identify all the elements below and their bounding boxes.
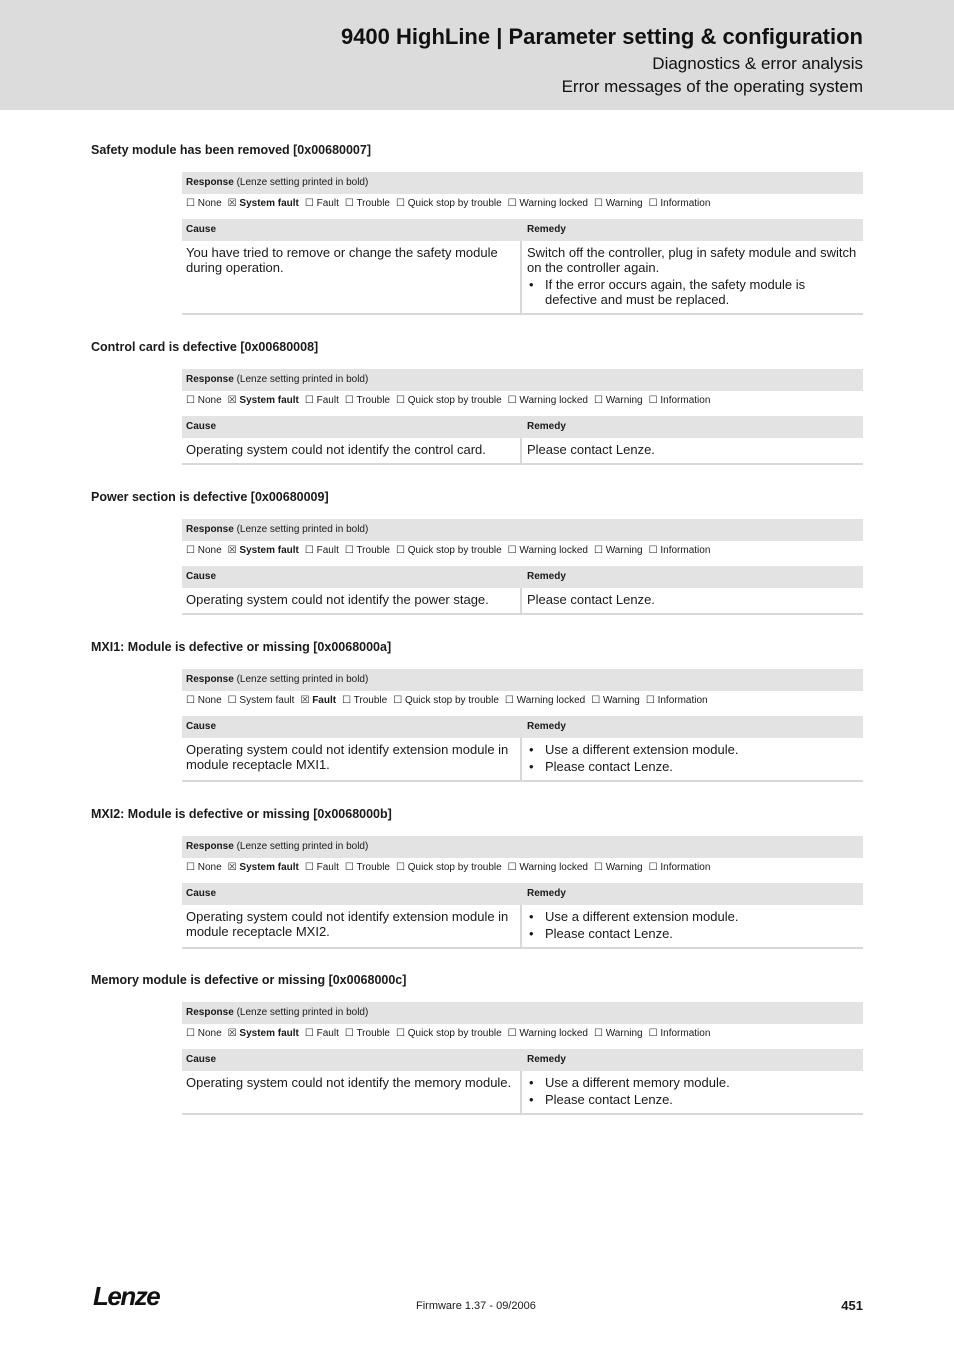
response-option	[594, 545, 643, 556]
lenze-setting-note: (Lenze setting printed in bold)	[236, 177, 369, 188]
unchecked-box-icon: ☐	[344, 1028, 354, 1039]
response-option	[305, 1028, 339, 1039]
cause-text: Operating system could not identify the power stage.	[182, 588, 522, 613]
response-option	[186, 1028, 222, 1039]
checked-box-icon: ☒	[300, 695, 310, 706]
response-option-label: Warning	[605, 198, 643, 209]
cause-text: Operating system could not identify the memory module.	[182, 1071, 522, 1113]
remedy-bullet-text: Please contact Lenze.	[545, 1092, 673, 1107]
response-option	[345, 1028, 390, 1039]
checked-box-icon: ☒	[227, 545, 237, 556]
response-option	[649, 1028, 711, 1039]
response-option	[186, 545, 222, 556]
response-option	[508, 862, 588, 873]
remedy-header: Remedy	[527, 1054, 566, 1065]
lenze-setting-note: (Lenze setting printed in bold)	[236, 841, 369, 852]
response-option-label: System fault	[239, 1028, 299, 1039]
unchecked-box-icon: ☐	[393, 695, 403, 706]
error-title: MXI1: Module is defective or missing [0x0068000a]	[91, 640, 392, 654]
cause-remedy-row	[182, 588, 863, 615]
response-option	[345, 198, 390, 209]
response-label: Response	[186, 1007, 234, 1018]
response-option-label: Information	[660, 862, 711, 873]
response-option-label: None	[197, 1028, 222, 1039]
response-header	[182, 669, 863, 691]
error-table	[182, 172, 863, 315]
response-option-label: Warning	[605, 1028, 643, 1039]
page-subtitle-chapter: Diagnostics & error analysis	[652, 54, 863, 73]
response-options	[182, 691, 863, 711]
remedy-bullet-text: Use a different extension module.	[545, 909, 739, 924]
response-options	[182, 858, 863, 878]
response-label: Response	[186, 841, 234, 852]
response-option	[649, 862, 711, 873]
response-options	[182, 1024, 863, 1044]
response-option	[228, 198, 299, 209]
response-label: Response	[186, 524, 234, 535]
response-option-label: Fault	[316, 395, 339, 406]
response-option	[228, 1028, 299, 1039]
response-option-label: Information	[660, 395, 711, 406]
response-option	[396, 545, 502, 556]
response-option-label: None	[197, 545, 222, 556]
unchecked-box-icon: ☐	[507, 545, 517, 556]
response-option	[649, 545, 711, 556]
bullet-icon: •	[529, 1075, 534, 1090]
response-option	[342, 695, 387, 706]
unchecked-box-icon: ☐	[342, 695, 352, 706]
unchecked-box-icon: ☐	[395, 395, 405, 406]
checked-box-icon: ☒	[227, 1028, 237, 1039]
remedy-bullet-text: Use a different extension module.	[545, 742, 739, 757]
unchecked-box-icon: ☐	[186, 545, 195, 556]
response-option	[186, 862, 222, 873]
response-option	[228, 545, 299, 556]
unchecked-box-icon: ☐	[395, 862, 405, 873]
remedy-header: Remedy	[527, 224, 566, 235]
response-option-label: Quick stop by trouble	[407, 395, 502, 406]
remedy-bullet-text: Please contact Lenze.	[545, 926, 673, 941]
response-option-label: System fault	[239, 395, 299, 406]
bullet-icon: •	[529, 1092, 534, 1107]
error-title: Memory module is defective or missing [0x0068000c]	[91, 973, 407, 987]
cause-remedy-header	[182, 566, 863, 588]
response-option-label: Quick stop by trouble	[407, 862, 502, 873]
bullet-icon: •	[529, 926, 534, 941]
response-option-label: Warning locked	[519, 395, 588, 406]
response-option-label: System fault	[239, 198, 299, 209]
cause-text: Operating system could not identify the control card.	[182, 438, 522, 463]
remedy-bullet-text: Please contact Lenze.	[545, 759, 673, 774]
remedy-text: Please contact Lenze.	[527, 442, 655, 457]
unchecked-box-icon: ☐	[304, 198, 314, 209]
checked-box-icon: ☒	[227, 198, 237, 209]
remedy-header: Remedy	[527, 421, 566, 432]
remedy-cell	[522, 738, 863, 780]
remedy-bullet	[527, 742, 859, 757]
response-option	[396, 395, 502, 406]
bullet-icon: •	[529, 277, 534, 292]
unchecked-box-icon: ☐	[648, 1028, 658, 1039]
response-option	[646, 695, 708, 706]
cause-remedy-row	[182, 1071, 863, 1115]
response-option	[393, 695, 499, 706]
remedy-bullet	[527, 926, 859, 941]
unchecked-box-icon: ☐	[648, 395, 658, 406]
response-option	[345, 545, 390, 556]
unchecked-box-icon: ☐	[648, 198, 658, 209]
response-option-label: None	[197, 198, 222, 209]
response-header	[182, 1002, 863, 1024]
unchecked-box-icon: ☐	[304, 1028, 314, 1039]
response-option-label: Fault	[312, 695, 337, 706]
response-header	[182, 369, 863, 391]
response-option-label: Fault	[316, 862, 339, 873]
remedy-cell	[522, 1071, 863, 1113]
response-option	[305, 395, 339, 406]
response-option-label: Trouble	[356, 862, 390, 873]
error-table	[182, 369, 863, 465]
response-option-label: Warning	[602, 695, 640, 706]
response-options	[182, 194, 863, 214]
response-option-label: Warning	[605, 395, 643, 406]
response-option	[305, 862, 339, 873]
response-option-label: Warning locked	[519, 545, 588, 556]
response-option-label: Warning	[605, 545, 643, 556]
response-option	[228, 695, 295, 706]
response-option-label: Trouble	[356, 1028, 390, 1039]
response-option	[508, 395, 588, 406]
cause-remedy-header	[182, 1049, 863, 1071]
lenze-logo-text: Lenze	[93, 1284, 160, 1310]
page-header	[0, 0, 954, 110]
unchecked-box-icon: ☐	[507, 1028, 517, 1039]
cause-remedy-row	[182, 241, 863, 315]
response-option	[594, 198, 643, 209]
lenze-setting-note: (Lenze setting printed in bold)	[236, 1007, 369, 1018]
unchecked-box-icon: ☐	[344, 545, 354, 556]
response-option-label: Warning locked	[519, 198, 588, 209]
response-option-label: Quick stop by trouble	[407, 545, 502, 556]
remedy-cell	[522, 438, 863, 463]
unchecked-box-icon: ☐	[304, 862, 314, 873]
error-title: Power section is defective [0x00680009]	[91, 490, 329, 504]
unchecked-box-icon: ☐	[186, 198, 195, 209]
cause-remedy-header	[182, 883, 863, 905]
cause-header: Cause	[186, 1054, 217, 1065]
cause-remedy-row	[182, 438, 863, 465]
response-option-label: Fault	[316, 1028, 339, 1039]
response-option	[594, 1028, 643, 1039]
unchecked-box-icon: ☐	[507, 862, 517, 873]
page-subtitle-section: Error messages of the operating system	[561, 77, 863, 96]
remedy-bullet	[527, 759, 859, 774]
cause-header: Cause	[186, 888, 217, 899]
error-title: Control card is defective [0x00680008]	[91, 340, 319, 354]
response-option-label: Trouble	[353, 695, 388, 706]
response-option	[186, 198, 222, 209]
cause-header: Cause	[186, 224, 217, 235]
unchecked-box-icon: ☐	[304, 395, 314, 406]
remedy-bullet	[527, 1092, 859, 1107]
response-option	[345, 862, 390, 873]
cause-text: You have tried to remove or change the safety module during operation.	[182, 241, 522, 313]
error-title: MXI2: Module is defective or missing [0x0068000b]	[91, 807, 392, 821]
cause-header: Cause	[186, 571, 217, 582]
unchecked-box-icon: ☐	[227, 695, 237, 706]
response-option	[591, 695, 640, 706]
response-option-label: Information	[660, 545, 711, 556]
response-option	[186, 395, 222, 406]
unchecked-box-icon: ☐	[344, 198, 354, 209]
response-option-label: Fault	[316, 545, 339, 556]
checked-box-icon: ☒	[227, 395, 237, 406]
cause-remedy-header	[182, 416, 863, 438]
remedy-bullet-text: Use a different memory module.	[545, 1075, 730, 1090]
response-option	[508, 1028, 588, 1039]
remedy-bullet-text: If the error occurs again, the safety module is defective and must be replaced.	[545, 277, 806, 307]
unchecked-box-icon: ☐	[395, 1028, 405, 1039]
unchecked-box-icon: ☐	[593, 862, 603, 873]
response-option	[186, 695, 222, 706]
response-option	[396, 1028, 502, 1039]
cause-remedy-header	[182, 219, 863, 241]
unchecked-box-icon: ☐	[344, 862, 354, 873]
unchecked-box-icon: ☐	[648, 545, 658, 556]
unchecked-box-icon: ☐	[304, 545, 314, 556]
response-option	[228, 395, 299, 406]
response-option	[508, 198, 588, 209]
response-option	[649, 198, 711, 209]
cause-remedy-row	[182, 905, 863, 949]
response-option-label: Information	[660, 198, 711, 209]
response-option	[396, 198, 502, 209]
unchecked-box-icon: ☐	[504, 695, 514, 706]
unchecked-box-icon: ☐	[186, 695, 195, 706]
response-option-label: System fault	[239, 545, 299, 556]
response-label: Response	[186, 374, 234, 385]
unchecked-box-icon: ☐	[186, 395, 195, 406]
response-options	[182, 391, 863, 411]
unchecked-box-icon: ☐	[395, 545, 405, 556]
lenze-setting-note: (Lenze setting printed in bold)	[236, 374, 369, 385]
page-title: 9400 HighLine | Parameter setting & configuration	[340, 24, 863, 49]
remedy-header: Remedy	[527, 888, 566, 899]
remedy-header: Remedy	[527, 721, 566, 732]
remedy-cell	[522, 905, 863, 947]
page-number: 451	[841, 1298, 863, 1313]
remedy-text: Switch off the controller, plug in safety module and switch on the controller again.	[527, 245, 857, 275]
cause-remedy-row	[182, 738, 863, 782]
error-table	[182, 836, 863, 949]
response-option	[305, 545, 339, 556]
response-label: Response	[186, 177, 234, 188]
unchecked-box-icon: ☐	[507, 395, 517, 406]
response-option	[508, 545, 588, 556]
remedy-cell	[522, 588, 863, 613]
bullet-icon: •	[529, 742, 534, 757]
unchecked-box-icon: ☐	[395, 198, 405, 209]
remedy-text: Please contact Lenze.	[527, 592, 655, 607]
response-option-label: Quick stop by trouble	[407, 1028, 502, 1039]
lenze-setting-note: (Lenze setting printed in bold)	[236, 524, 369, 535]
response-header	[182, 519, 863, 541]
cause-header: Cause	[186, 721, 217, 732]
response-header	[182, 836, 863, 858]
cause-text: Operating system could not identify extension module in module receptacle MXI1.	[182, 738, 522, 780]
unchecked-box-icon: ☐	[186, 862, 195, 873]
response-header	[182, 172, 863, 194]
response-option	[505, 695, 585, 706]
response-option-label: Trouble	[356, 545, 390, 556]
remedy-bullet	[527, 277, 859, 307]
response-option-label: None	[197, 695, 222, 706]
remedy-header: Remedy	[527, 571, 566, 582]
response-option	[594, 395, 643, 406]
response-option-label: Trouble	[356, 198, 390, 209]
response-option	[228, 862, 299, 873]
error-table	[182, 1002, 863, 1115]
response-option-label: Warning locked	[516, 695, 586, 706]
error-table	[182, 519, 863, 615]
unchecked-box-icon: ☐	[645, 695, 655, 706]
unchecked-box-icon: ☐	[507, 198, 517, 209]
response-option-label: Quick stop by trouble	[407, 198, 502, 209]
cause-header: Cause	[186, 421, 217, 432]
cause-remedy-header	[182, 716, 863, 738]
response-option	[345, 395, 390, 406]
response-option	[396, 862, 502, 873]
response-option-label: None	[197, 395, 222, 406]
response-option-label: Quick stop by trouble	[404, 695, 499, 706]
remedy-bullet	[527, 1075, 859, 1090]
unchecked-box-icon: ☐	[186, 1028, 195, 1039]
remedy-cell	[522, 241, 863, 313]
response-option-label: Trouble	[356, 395, 390, 406]
cause-text: Operating system could not identify extension module in module receptacle MXI2.	[182, 905, 522, 947]
response-option	[594, 862, 643, 873]
response-option-label: Information	[657, 695, 708, 706]
remedy-bullet	[527, 909, 859, 924]
response-options	[182, 541, 863, 561]
unchecked-box-icon: ☐	[591, 695, 601, 706]
unchecked-box-icon: ☐	[593, 1028, 603, 1039]
unchecked-box-icon: ☐	[648, 862, 658, 873]
bullet-icon: •	[529, 909, 534, 924]
response-option-label: System fault	[239, 862, 299, 873]
response-option	[305, 198, 339, 209]
error-table	[182, 669, 863, 782]
unchecked-box-icon: ☐	[344, 395, 354, 406]
error-title: Safety module has been removed [0x00680007]	[91, 143, 371, 157]
response-option-label: Warning	[605, 862, 643, 873]
unchecked-box-icon: ☐	[593, 198, 603, 209]
response-option-label: Information	[660, 1028, 711, 1039]
unchecked-box-icon: ☐	[593, 545, 603, 556]
unchecked-box-icon: ☐	[593, 395, 603, 406]
lenze-setting-note: (Lenze setting printed in bold)	[236, 674, 369, 685]
response-option-label: Fault	[316, 198, 339, 209]
checked-box-icon: ☒	[227, 862, 237, 873]
response-option-label: Warning locked	[519, 1028, 588, 1039]
response-option	[300, 695, 336, 706]
response-option	[649, 395, 711, 406]
firmware-version: Firmware 1.37 - 09/2006	[416, 1300, 536, 1312]
response-option-label: Warning locked	[519, 862, 588, 873]
lenze-logo	[93, 1284, 173, 1315]
response-option-label: System fault	[239, 695, 295, 706]
response-option-label: None	[197, 862, 222, 873]
response-label: Response	[186, 674, 234, 685]
bullet-icon: •	[529, 759, 534, 774]
